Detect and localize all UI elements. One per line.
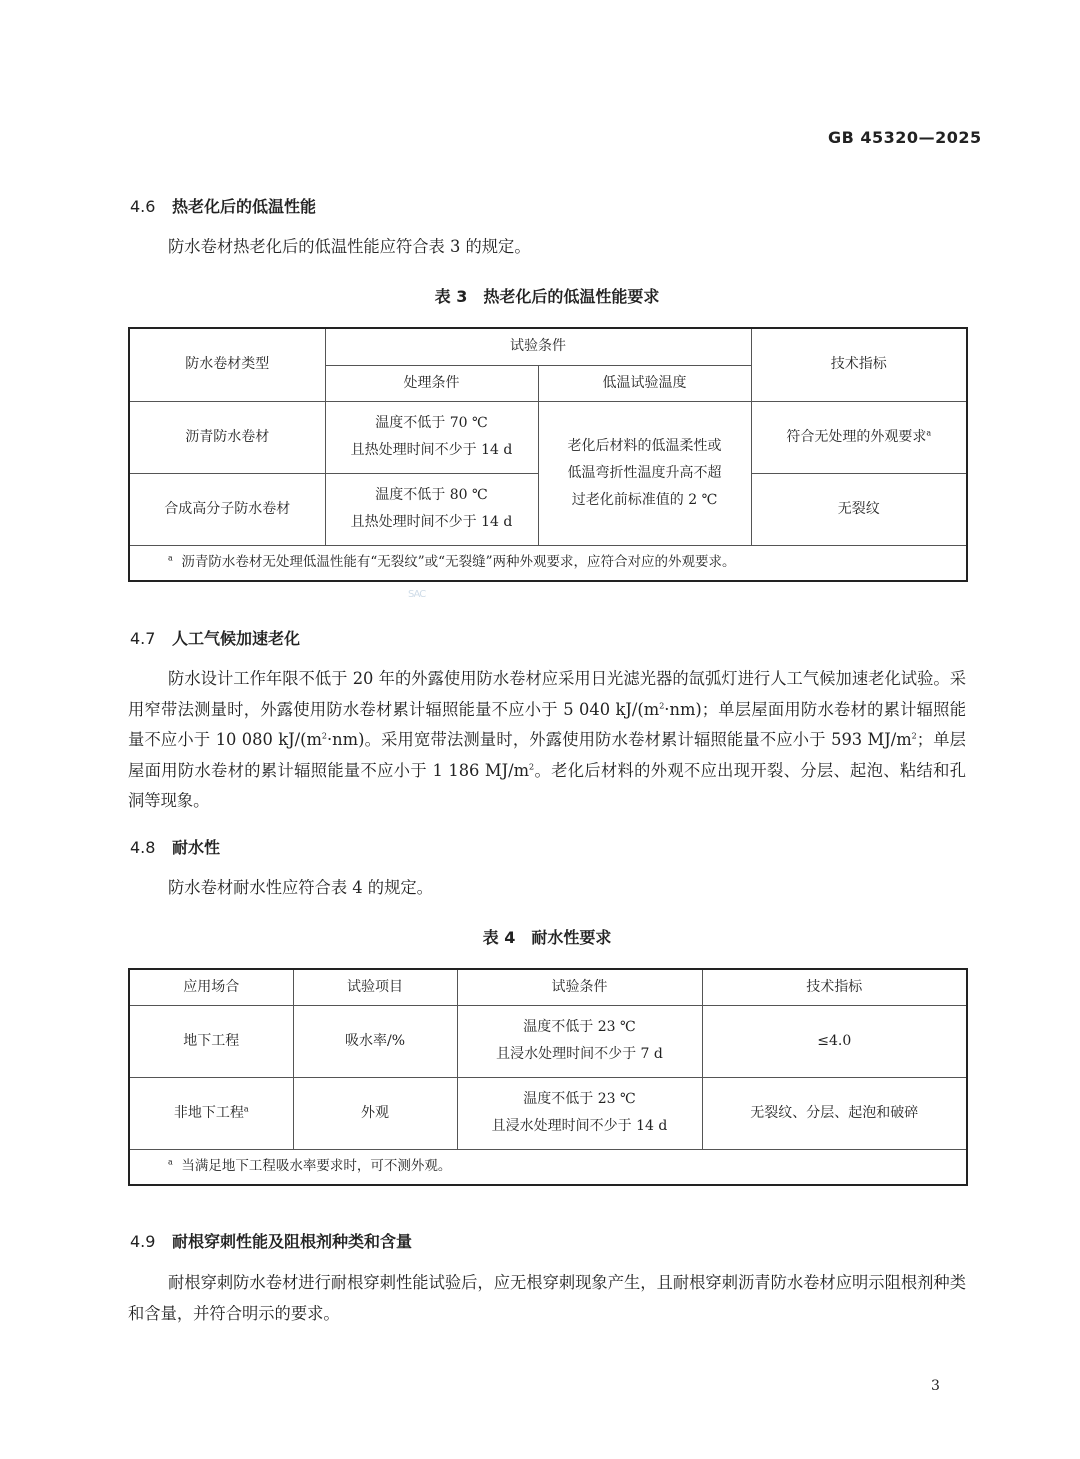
cell: 吸水率/%: [293, 1005, 457, 1077]
section-number: 4.8: [130, 838, 156, 857]
header-test-conditions: 试验条件: [325, 328, 751, 365]
header-low-temp: 低温试验温度: [538, 365, 751, 401]
section-number: 4.6: [130, 197, 156, 216]
table-4: [128, 968, 968, 1186]
table-row: [129, 1077, 967, 1149]
header-treatment: 处理条件: [325, 365, 538, 401]
cell: 温度不低于 70 ℃ 且热处理时间不少于 14 d: [325, 401, 538, 473]
cell: ≤4.0: [702, 1005, 967, 1077]
table-note: $^a$ 沥青防水卷材无处理低温性能有“无裂纹”或“无裂缝”两种外观要求，应符合对应的外观要求。: [129, 545, 967, 581]
header-tech-index: 技术指标: [702, 969, 967, 1005]
cell: 沥青防水卷材: [129, 401, 325, 473]
cell: 温度不低于 23 ℃ 且浸水处理时间不少于 14 d: [457, 1077, 702, 1149]
header-type: 防水卷材类型: [129, 328, 325, 401]
cell: 合成高分子防水卷材: [129, 473, 325, 545]
footnote-mark: a: [168, 553, 173, 563]
paragraph-4-8: 防水卷材耐水性应符合表 4 的规定。: [168, 878, 433, 897]
section-heading-4-6: [130, 194, 316, 217]
paragraph-4-9: 耐根穿刺防水卷材进行耐根穿刺性能试验后，应无根穿刺现象产生，且耐根穿刺沥青防水卷材应明示阻根剂种类和含量，并符合明示的要求。: [128, 1273, 966, 1323]
section-title: 耐根穿刺性能及阻根剂种类和含量: [172, 1232, 413, 1251]
section-heading-4-7: [130, 626, 300, 649]
section-title: 热老化后的低温性能: [172, 197, 317, 216]
cell: 无裂纹、分层、起泡和破碎: [702, 1077, 967, 1149]
header-conditions: 试验条件: [457, 969, 702, 1005]
section-number: 4.9: [130, 1232, 156, 1251]
cell: 外观: [293, 1077, 457, 1149]
paragraph-4-7: 防水设计工作年限不低于 20 年的外露使用防水卷材应采用日光滤光器的氙弧灯进行人工气候加速老化试验。采用窄带法测量时，外露使用防水卷材累计辐照能量不应小于 5 040 $kJ/(m^2\cdot nm)$；单层屋面用防水卷材的累计辐照能量不应小于 10 080 $kJ/(m^2\cdot nm)$。采用宽带法测量时，外露使用防水卷材累计辐照能量不应小于 593 $MJ/m^2$；单层屋面用防水卷材的累计辐照能量不应小于 1 186 $MJ/m^2$。老化后材料的外观不应出现开裂、分层、起泡、粘结和孔洞等现象。: [128, 669, 966, 810]
cell: 无裂纹: [751, 473, 967, 545]
section-title: 人工气候加速老化: [172, 629, 301, 648]
section-title: 耐水性: [172, 838, 221, 857]
section-heading-4-9: [130, 1229, 412, 1252]
cell: 温度不低于 23 ℃ 且浸水处理时间不少于 7 d: [457, 1005, 702, 1077]
cell: 地下工程: [129, 1005, 293, 1077]
cell: 符合无处理的外观要求$^a$: [751, 401, 967, 473]
page-number: 3: [931, 1378, 940, 1394]
header-tech-index: 技术指标: [751, 328, 967, 401]
header-item: 试验项目: [293, 969, 457, 1005]
cell-low-temp: 老化后材料的低温柔性或 低温弯折性温度升高不超 过老化前标准值的 2 ℃: [538, 401, 751, 545]
table-4-caption: 表 4 耐水性要求: [482, 928, 612, 947]
table-row: [129, 1005, 967, 1077]
section-heading-4-8: [130, 835, 220, 858]
table-note: $^a$ 当满足地下工程吸水率要求时，可不测外观。: [129, 1149, 967, 1185]
cell: 温度不低于 80 ℃ 且热处理时间不少于 14 d: [325, 473, 538, 545]
footnote-mark: a: [168, 1157, 173, 1167]
paragraph-4-6: 防水卷材热老化后的低温性能应符合表 3 的规定。: [168, 237, 531, 256]
footnote-mark: a: [243, 1103, 249, 1113]
watermark: SAC: [408, 589, 426, 600]
table-row: [129, 401, 967, 473]
table-3-caption: 表 3 热老化后的低温性能要求: [434, 287, 660, 306]
table-3: [128, 327, 968, 582]
footnote-mark: a: [926, 427, 932, 437]
section-number: 4.7: [130, 629, 156, 648]
cell: 非地下工程$^a$: [129, 1077, 293, 1149]
standard-code: GB 45320—2025: [828, 128, 982, 147]
header-place: 应用场合: [129, 969, 293, 1005]
